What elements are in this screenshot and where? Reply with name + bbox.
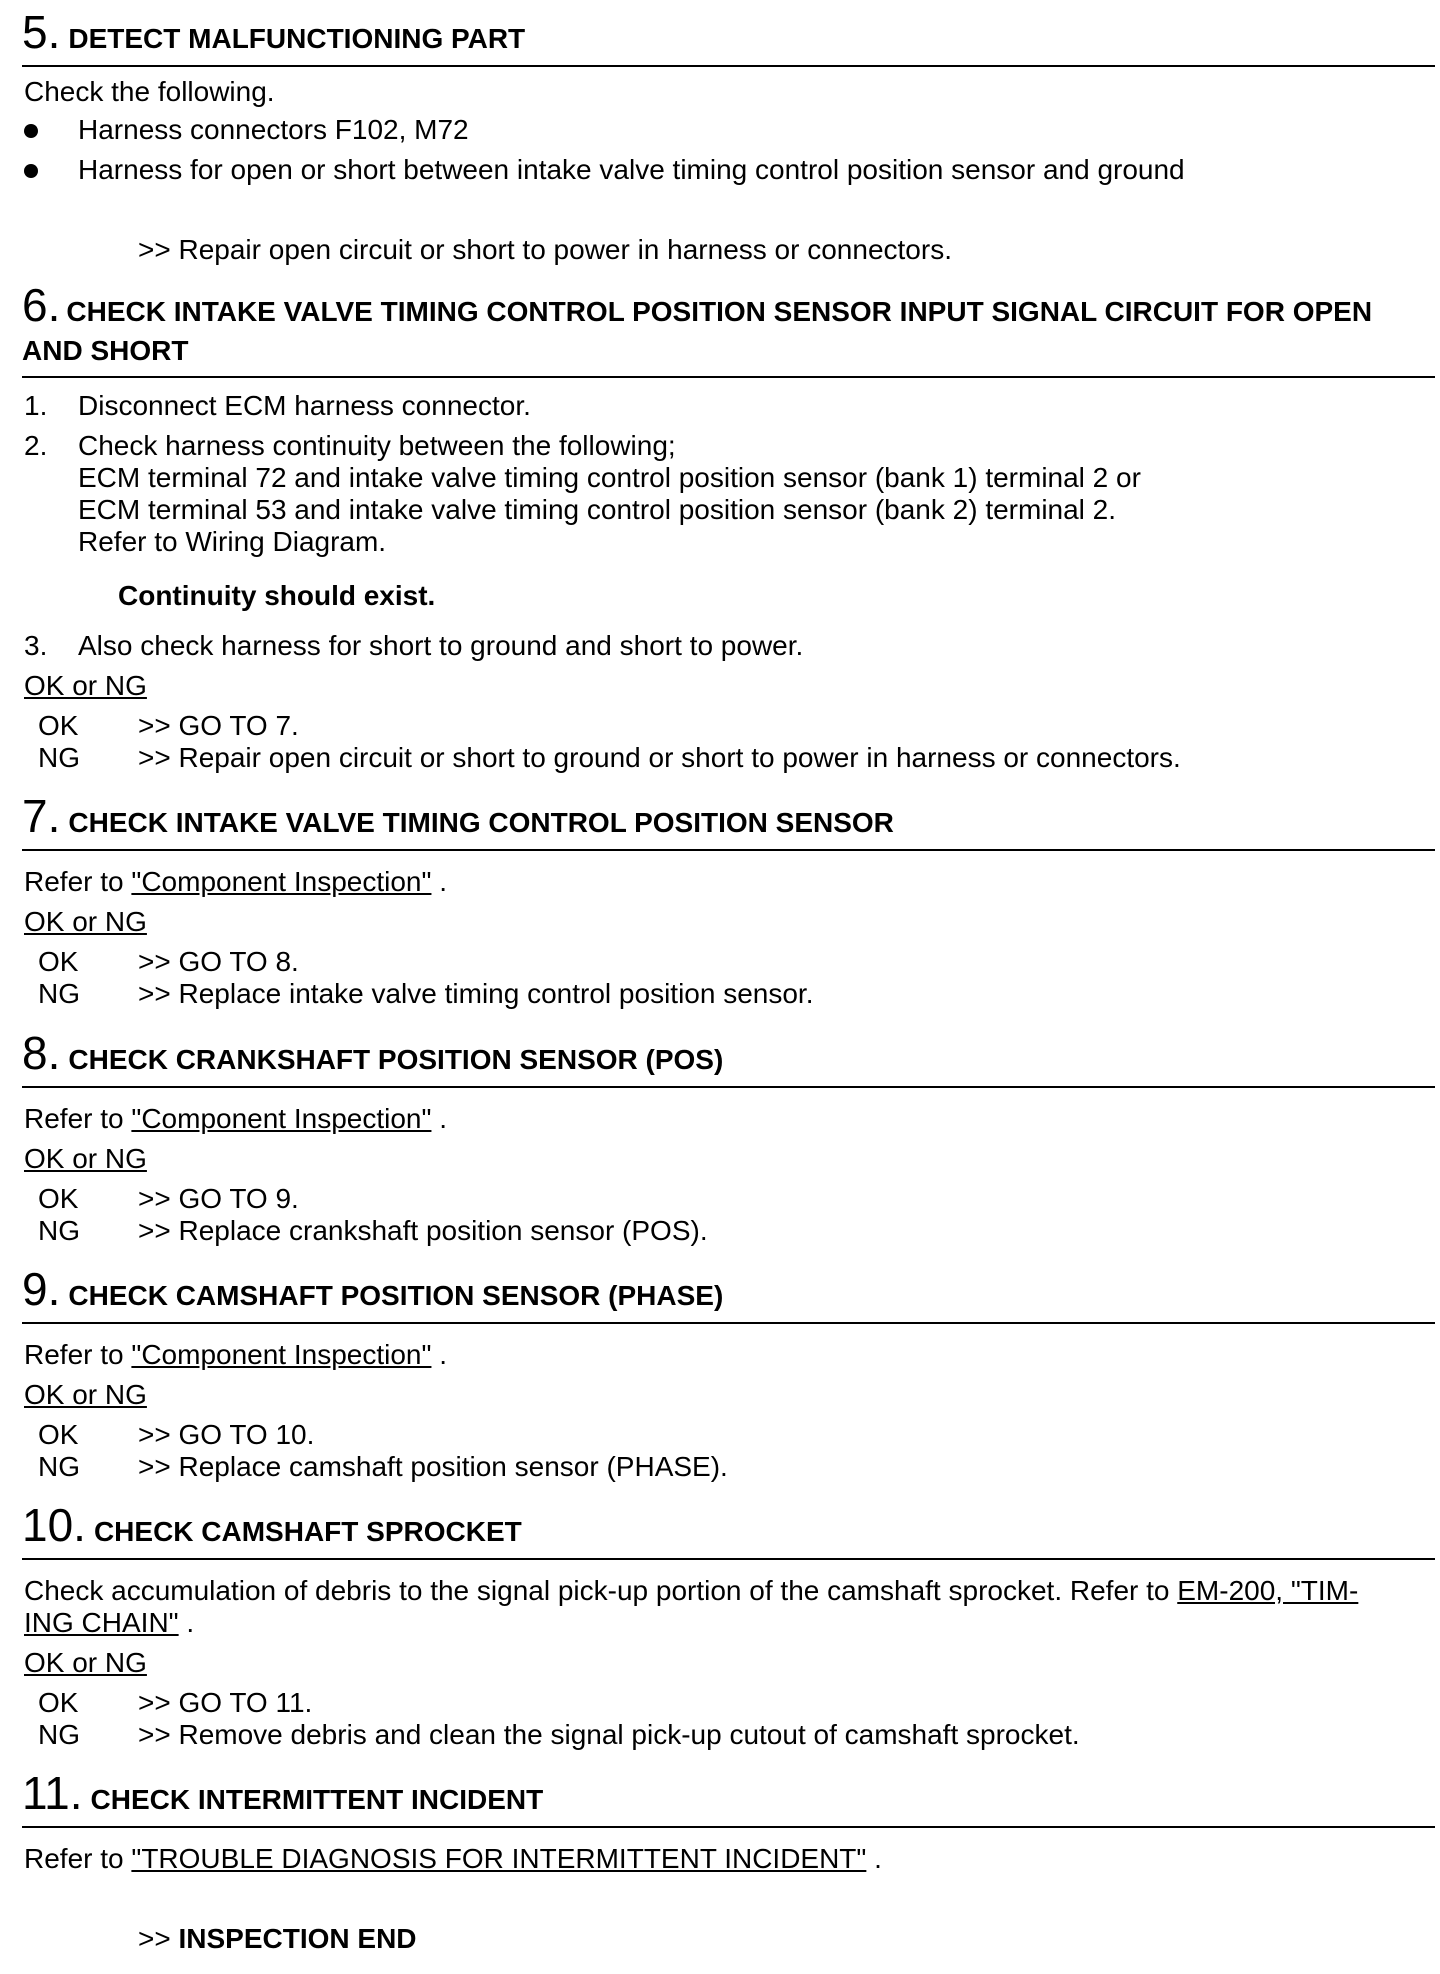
step-text: Also check harness for short to ground and short to power. xyxy=(78,630,804,661)
step-number: 1. xyxy=(24,390,48,421)
ng-text: >> Replace camshaft position sensor (PHASE). xyxy=(138,1451,728,1482)
section-7-heading: 7. CHECK INTAKE VALVE TIMING CONTROL POSITION SENSOR xyxy=(22,790,1435,851)
ok-or-ng-label: OK or NG xyxy=(24,1379,147,1410)
section-5 xyxy=(0,6,1440,265)
section-6 xyxy=(0,279,1440,773)
refer-prefix: Refer to xyxy=(24,866,132,897)
ok-or-ng-label: OK or NG xyxy=(24,1143,147,1174)
ok-text: >> GO TO 8. xyxy=(138,946,299,977)
section-title-line1: CHECK INTAKE VALVE TIMING CONTROL POSITION SENSOR INPUT SIGNAL CIRCUIT FOR OPEN xyxy=(66,296,1373,327)
body-text: Check accumulation of debris to the signal pick-up portion of the camshaft sprocket. Refer to xyxy=(24,1575,1178,1606)
bullet-item: Harness for open or short between intake valve timing control position sensor and ground xyxy=(78,154,1185,185)
section-title: DETECT MALFUNCTIONING PART xyxy=(68,23,526,54)
em-200-timing-chain-link[interactable]: EM-200, "TIM- xyxy=(1177,1575,1359,1606)
section-number: 6 xyxy=(22,279,48,331)
refer-prefix: Refer to xyxy=(24,1843,132,1874)
body-suffix: . xyxy=(178,1607,195,1638)
refer-suffix: . xyxy=(431,866,448,897)
continuity-note: Continuity should exist. xyxy=(118,580,436,611)
bullet-item: Harness connectors F102, M72 xyxy=(78,114,469,145)
bullet-dot-icon xyxy=(24,124,38,138)
section-title: CHECK CAMSHAFT SPROCKET xyxy=(93,1516,522,1547)
refer-line xyxy=(24,1339,447,1371)
refer-line xyxy=(24,1843,882,1875)
em-200-timing-chain-link-cont[interactable]: ING CHAIN" xyxy=(24,1607,179,1638)
section-title: CHECK INTAKE VALVE TIMING CONTROL POSITION SENSOR xyxy=(68,807,894,838)
ok-or-ng-label: OK or NG xyxy=(24,906,147,937)
end-prefix: >> xyxy=(138,1923,179,1954)
component-inspection-link[interactable]: "Component Inspection" xyxy=(131,1103,432,1134)
section-number: 5 xyxy=(22,6,48,58)
ok-text: >> GO TO 10. xyxy=(138,1419,315,1450)
inspection-end xyxy=(138,1923,417,1955)
section-8-heading: 8. CHECK CRANKSHAFT POSITION SENSOR (POS) xyxy=(22,1027,1435,1088)
refer-suffix: . xyxy=(431,1103,448,1134)
intermittent-incident-link[interactable]: "TROUBLE DIAGNOSIS FOR INTERMITTENT INCIDENT" xyxy=(131,1843,867,1874)
ng-label: NG xyxy=(38,1215,80,1246)
body-line-2 xyxy=(24,1607,194,1639)
section-title: CHECK CRANKSHAFT POSITION SENSOR (POS) xyxy=(68,1044,724,1075)
ng-label: NG xyxy=(38,742,80,773)
section-5-intro: Check the following. xyxy=(24,76,275,107)
step-text: ECM terminal 53 and intake valve timing control position sensor (bank 2) terminal 2. xyxy=(78,494,1117,525)
step-text: ECM terminal 72 and intake valve timing control position sensor (bank 1) terminal 2 or xyxy=(78,462,1141,493)
section-10 xyxy=(0,1499,1440,1750)
refer-prefix: Refer to xyxy=(24,1339,132,1370)
ok-label: OK xyxy=(38,1183,79,1214)
refer-suffix: . xyxy=(866,1843,882,1874)
ok-text: >> GO TO 11. xyxy=(138,1687,313,1718)
ng-label: NG xyxy=(38,1719,80,1750)
bullet-dot-icon xyxy=(24,164,38,178)
refer-line xyxy=(24,1103,447,1135)
end-text: INSPECTION END xyxy=(178,1923,417,1954)
section-11 xyxy=(0,1767,1440,1954)
ok-label: OK xyxy=(38,946,79,977)
step-number: 2. xyxy=(24,430,48,461)
refer-line xyxy=(24,866,447,898)
section-5-result: >> Repair open circuit or short to power in harness or connectors. xyxy=(138,234,952,265)
ok-label: OK xyxy=(38,710,79,741)
section-5-heading: 5. DETECT MALFUNCTIONING PART xyxy=(22,6,1435,67)
refer-prefix: Refer to xyxy=(24,1103,132,1134)
section-number: 11 xyxy=(22,1767,70,1819)
component-inspection-link[interactable]: "Component Inspection" xyxy=(131,1339,432,1370)
ng-text: >> Remove debris and clean the signal pick-up cutout of camshaft sprocket. xyxy=(138,1719,1080,1750)
ok-or-ng-label: OK or NG xyxy=(24,1647,147,1678)
ng-text: >> Replace crankshaft position sensor (POS). xyxy=(138,1215,708,1246)
section-11-heading: 11. CHECK INTERMITTENT INCIDENT xyxy=(22,1767,1435,1828)
ng-label: NG xyxy=(38,1451,80,1482)
section-title: CHECK INTERMITTENT INCIDENT xyxy=(90,1784,544,1815)
section-number: 10 xyxy=(22,1499,74,1551)
ok-text: >> GO TO 7. xyxy=(138,710,299,741)
section-7 xyxy=(0,790,1440,1009)
section-10-heading: 10. CHECK CAMSHAFT SPROCKET xyxy=(22,1499,1435,1560)
ok-or-ng-label: OK or NG xyxy=(24,670,147,701)
body-line-1 xyxy=(24,1575,1358,1607)
ng-text: >> Replace intake valve timing control position sensor. xyxy=(138,978,814,1009)
section-8 xyxy=(0,1027,1440,1246)
section-number: 7 xyxy=(22,790,48,842)
step-text: Check harness continuity between the following; xyxy=(78,430,676,461)
section-number: 9 xyxy=(22,1263,48,1315)
step-number: 3. xyxy=(24,630,48,661)
ng-text: >> Repair open circuit or short to ground or short to power in harness or connectors. xyxy=(138,742,1181,773)
ok-label: OK xyxy=(38,1687,79,1718)
refer-suffix: . xyxy=(431,1339,448,1370)
section-9-heading: 9. CHECK CAMSHAFT POSITION SENSOR (PHASE) xyxy=(22,1263,1435,1324)
step-text: Disconnect ECM harness connector. xyxy=(78,390,531,421)
section-title-line2: AND SHORT xyxy=(22,335,189,366)
ok-text: >> GO TO 9. xyxy=(138,1183,299,1214)
section-title: CHECK CAMSHAFT POSITION SENSOR (PHASE) xyxy=(68,1280,724,1311)
section-number: 8 xyxy=(22,1027,48,1079)
component-inspection-link[interactable]: "Component Inspection" xyxy=(131,866,432,897)
section-6-heading: 6. CHECK INTAKE VALVE TIMING CONTROL POSITION SENSOR INPUT SIGNAL CIRCUIT FOR OPEN AND SHORT xyxy=(22,286,1435,378)
step-text: Refer to Wiring Diagram. xyxy=(78,526,387,557)
section-9 xyxy=(0,1263,1440,1482)
ok-label: OK xyxy=(38,1419,79,1450)
ng-label: NG xyxy=(38,978,80,1009)
